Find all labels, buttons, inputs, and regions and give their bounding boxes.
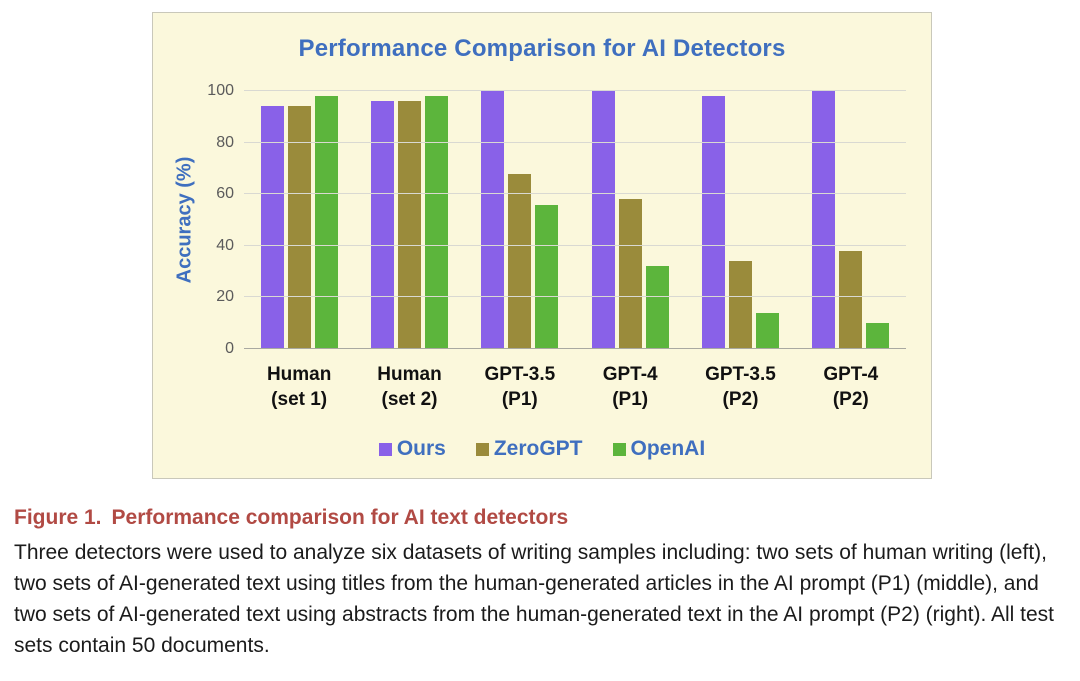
x-category-line2: (P1) — [501, 388, 538, 410]
y-tick-label: 60 — [216, 185, 234, 203]
bar-ours — [592, 91, 615, 349]
bar-openai — [535, 205, 558, 349]
gridline — [244, 296, 906, 297]
figure-caption — [14, 506, 1068, 661]
x-category-line1: Human — [377, 364, 442, 385]
caption-figure-number: Figure 1. — [14, 506, 102, 529]
x-category-line2: (P2) — [832, 388, 869, 410]
legend — [153, 437, 931, 461]
bar-zerogpt — [839, 251, 862, 349]
gridline — [244, 142, 906, 143]
bar-zerogpt — [619, 199, 642, 349]
x-category-line1: GPT-4 — [602, 364, 658, 385]
bar-zerogpt — [508, 174, 531, 349]
x-category-label — [354, 363, 464, 412]
x-category-label — [796, 363, 906, 412]
legend-item-ours — [379, 437, 446, 461]
gridline — [244, 90, 906, 91]
bar-group — [244, 91, 354, 349]
y-tick-label: 0 — [225, 340, 234, 357]
bar-group — [354, 91, 464, 349]
bar-group — [465, 91, 575, 349]
y-axis-label: Accuracy (%) — [173, 156, 196, 284]
bar-ours — [702, 96, 725, 349]
x-category-line2: (P1) — [612, 388, 649, 410]
bar-ours — [261, 106, 284, 349]
x-category-line2: (set 2) — [381, 388, 438, 410]
gridline — [244, 348, 906, 349]
plot-area — [207, 82, 906, 357]
figure-panel — [152, 12, 932, 479]
bars-row — [244, 91, 906, 349]
bar-group — [575, 91, 685, 349]
bar-openai — [756, 313, 779, 349]
legend-item-zerogpt — [476, 437, 583, 461]
caption-heading — [14, 506, 1068, 530]
bar-group — [685, 91, 795, 349]
bar-openai — [425, 96, 448, 349]
legend-label: OpenAI — [630, 437, 706, 460]
x-category-line2: (set 1) — [271, 388, 328, 410]
x-category-label — [575, 363, 685, 412]
y-tick-label: 40 — [216, 236, 234, 254]
gridline — [244, 193, 906, 194]
x-axis-labels — [244, 363, 906, 412]
y-tick-label: 80 — [216, 133, 234, 151]
chart-title: Performance Comparison for AI Detectors — [298, 35, 786, 62]
x-category-label — [465, 363, 575, 412]
x-category-label — [685, 363, 795, 412]
legend-swatch-icon — [476, 443, 489, 456]
bar-ours — [812, 91, 835, 349]
bar-openai — [315, 96, 338, 349]
y-tick-label: 20 — [216, 288, 234, 306]
x-category-label — [244, 363, 354, 412]
x-category-line1: Human — [266, 364, 332, 385]
caption-body: Three detectors were used to analyze six datasets of writing samples including: two sets of human writing (left), two sets of AI-generated text using titles from the human-generated articles in the AI prompt (P1) (middle), and two sets of AI-generated text using abstracts from the human-generated text in the AI prompt (P2) (right). All test sets contain 50 documents. — [14, 541, 1055, 657]
y-tick-label: 100 — [207, 82, 234, 99]
legend-swatch-icon — [613, 443, 626, 456]
legend-label: ZeroGPT — [493, 437, 583, 460]
bar-group — [796, 91, 906, 349]
legend-item-openai — [613, 437, 706, 461]
bar-zerogpt — [288, 106, 311, 349]
x-category-line1: GPT-4 — [823, 364, 879, 385]
x-category-line2: (P2) — [722, 388, 759, 410]
bar-zerogpt — [398, 101, 421, 349]
gridline — [244, 245, 906, 246]
bar-ours — [481, 91, 504, 349]
x-category-line1: GPT-3.5 — [705, 364, 776, 385]
bar-ours — [371, 101, 394, 349]
x-category-line1: GPT-3.5 — [484, 364, 556, 385]
bar-zerogpt — [729, 261, 752, 349]
bar-openai — [866, 323, 889, 349]
legend-label: Ours — [396, 437, 446, 460]
bar-openai — [646, 266, 669, 349]
caption-title: Performance comparison for AI text detectors — [111, 506, 569, 529]
legend-swatch-icon — [379, 443, 392, 456]
